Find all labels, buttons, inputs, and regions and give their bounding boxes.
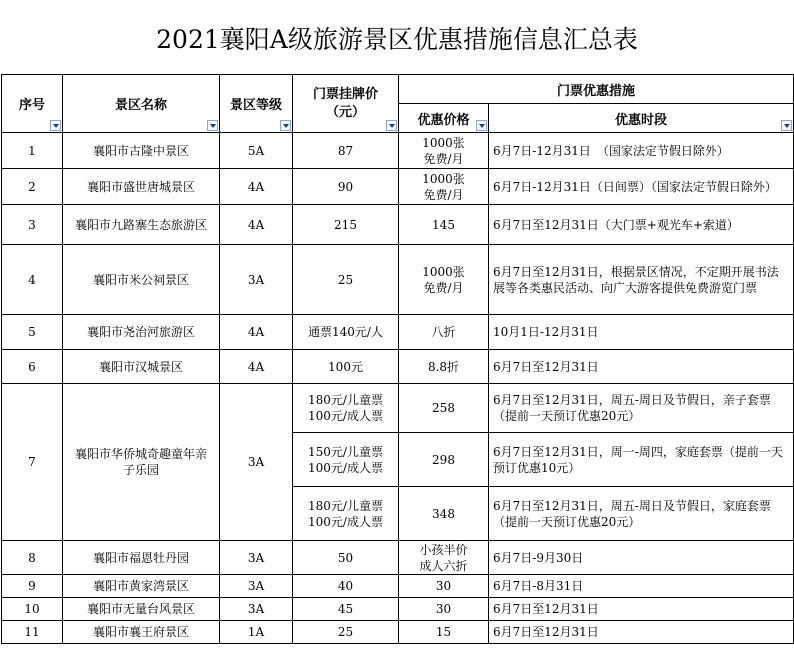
table-row [2,384,794,433]
cell-name: 襄阳市盛世唐城景区 [63,169,220,205]
header-name [63,75,220,133]
cell-price: 180元/儿童票 100元/成人票 [293,384,399,433]
cell-period: 6月7日至12月31日 [489,621,794,644]
cell-discount: 1000张免费/月 [399,245,489,315]
cell-no: 6 [2,350,63,384]
table-row [2,205,794,245]
cell-no: 10 [2,598,63,621]
cell-price: 100元 [293,350,399,384]
cell-no: 9 [2,575,63,598]
cell-no: 11 [2,621,63,644]
table-row [2,133,794,169]
cell-discount: 30 [399,575,489,598]
cell-period: 6月7日至12月31日，周一-周四，家庭套票（提前一天预订优惠10元） [489,433,794,487]
filter-dropdown-icon[interactable] [50,120,61,131]
filter-dropdown-icon[interactable] [207,120,218,131]
table-row [2,169,794,205]
cell-period: 6月7日-12月31日（日间票）（国家法定节假日除外） [489,169,794,205]
cell-discount: 258 [399,384,489,433]
cell-discount: 298 [399,433,489,487]
cell-period: 10月1日-12月31日 [489,315,794,350]
cell-period: 6月7日至12月31日 [489,598,794,621]
header-discount-price [399,104,489,133]
header-no-label: 序号 [18,98,45,113]
filter-dropdown-icon[interactable] [386,120,397,131]
cell-price: 90 [293,169,399,205]
cell-name: 襄阳市汉城景区 [63,350,220,384]
table-row [2,621,794,644]
cell-grade: 4A [220,315,293,350]
cell-discount: 30 [399,598,489,621]
cell-discount: 145 [399,205,489,245]
cell-name: 襄阳市襄王府景区 [63,621,220,644]
cell-no: 3 [2,205,63,245]
cell-period: 6月7日-12月31日 （国家法定节假日除外） [489,133,794,169]
filter-dropdown-icon[interactable] [781,120,792,131]
cell-period: 6月7日至12月31日，周五-周日及节假日，亲子套票（提前一天预订优惠20元） [489,384,794,433]
cell-grade: 1A [220,621,293,644]
table-header [2,75,794,133]
header-price [293,75,399,133]
header-discount-group-label: 门票优惠措施 [557,83,636,99]
cell-no: 8 [2,541,63,575]
cell-price: 180元/儿童票 100元/成人票 [293,487,399,541]
cell-name: 襄阳市无量台风景区 [63,598,220,621]
filter-dropdown-icon[interactable] [280,120,291,131]
cell-name: 襄阳市尧治河旅游区 [63,315,220,350]
cell-grade: 3A [220,575,293,598]
cell-period: 6月7日至12月31日，周五-周日及节假日，家庭套票（提前一天预订优惠20元） [489,487,794,541]
cell-discount: 1000张免费/月 [399,133,489,169]
header-no [2,75,63,133]
cell-name: 襄阳市黄家湾景区 [63,575,220,598]
cell-price: 40 [293,575,399,598]
table-row [2,350,794,384]
cell-grade: 4A [220,350,293,384]
cell-name: 襄阳市九路寨生态旅游区 [63,205,220,245]
cell-no: 7 [2,384,63,541]
cell-period: 6月7日至12月31日，根据景区情况，不定期开展书法展等各类惠民活动、向广大游客提供免费游览门票 [489,245,794,315]
cell-price: 25 [293,245,399,315]
cell-name: 襄阳市华侨城奇趣童年亲子乐园 [63,384,220,541]
cell-period: 6月7日至12月31日（大门票+观光车+索道） [489,205,794,245]
cell-discount: 八折 [399,315,489,350]
cell-discount: 8.8折 [399,350,489,384]
cell-grade: 4A [220,205,293,245]
table-row [2,575,794,598]
cell-discount: 小孩半价成人六折 [399,541,489,575]
cell-name: 襄阳市米公祠景区 [63,245,220,315]
cell-price: 150元/儿童票 100元/成人票 [293,433,399,487]
cell-period: 6月7日-8月31日 [489,575,794,598]
cell-price: 通票140元/人 [293,315,399,350]
table-row [2,598,794,621]
cell-grade: 4A [220,169,293,205]
cell-price: 87 [293,133,399,169]
cell-no: 5 [2,315,63,350]
cell-price: 215 [293,205,399,245]
cell-discount: 1000张免费/月 [399,169,489,205]
cell-name: 襄阳市古隆中景区 [63,133,220,169]
table-row [2,245,794,315]
cell-discount: 348 [399,487,489,541]
cell-no: 2 [2,169,63,205]
header-discount-period-label: 优惠时段 [615,112,668,128]
discount-table [1,74,794,644]
header-discount-period [489,104,794,133]
page-title: 2021襄阳A级旅游景区优惠措施信息汇总表 [156,25,638,54]
cell-name: 襄阳市福恩牡丹园 [63,541,220,575]
header-discount-group [399,75,794,104]
table-row [2,315,794,350]
cell-grade: 3A [220,541,293,575]
header-grade-label: 景区等级 [229,98,282,113]
cell-price: 50 [293,541,399,575]
table-row [2,541,794,575]
cell-grade: 3A [220,384,293,541]
header-name-label: 景区名称 [114,98,167,113]
cell-period: 6月7日至12月31日 [489,350,794,384]
cell-no: 4 [2,245,63,315]
cell-grade: 5A [220,133,293,169]
cell-period: 6月7日-9月30日 [489,541,794,575]
filter-dropdown-icon[interactable] [476,120,487,131]
cell-discount: 15 [399,621,489,644]
cell-no: 1 [2,133,63,169]
cell-price: 25 [293,621,399,644]
header-price-label: 门票挂牌价（元） [312,86,378,120]
header-grade [220,75,293,133]
cell-price: 45 [293,598,399,621]
header-discount-price-label: 优惠价格 [417,112,470,128]
cell-grade: 3A [220,245,293,315]
cell-grade: 3A [220,598,293,621]
